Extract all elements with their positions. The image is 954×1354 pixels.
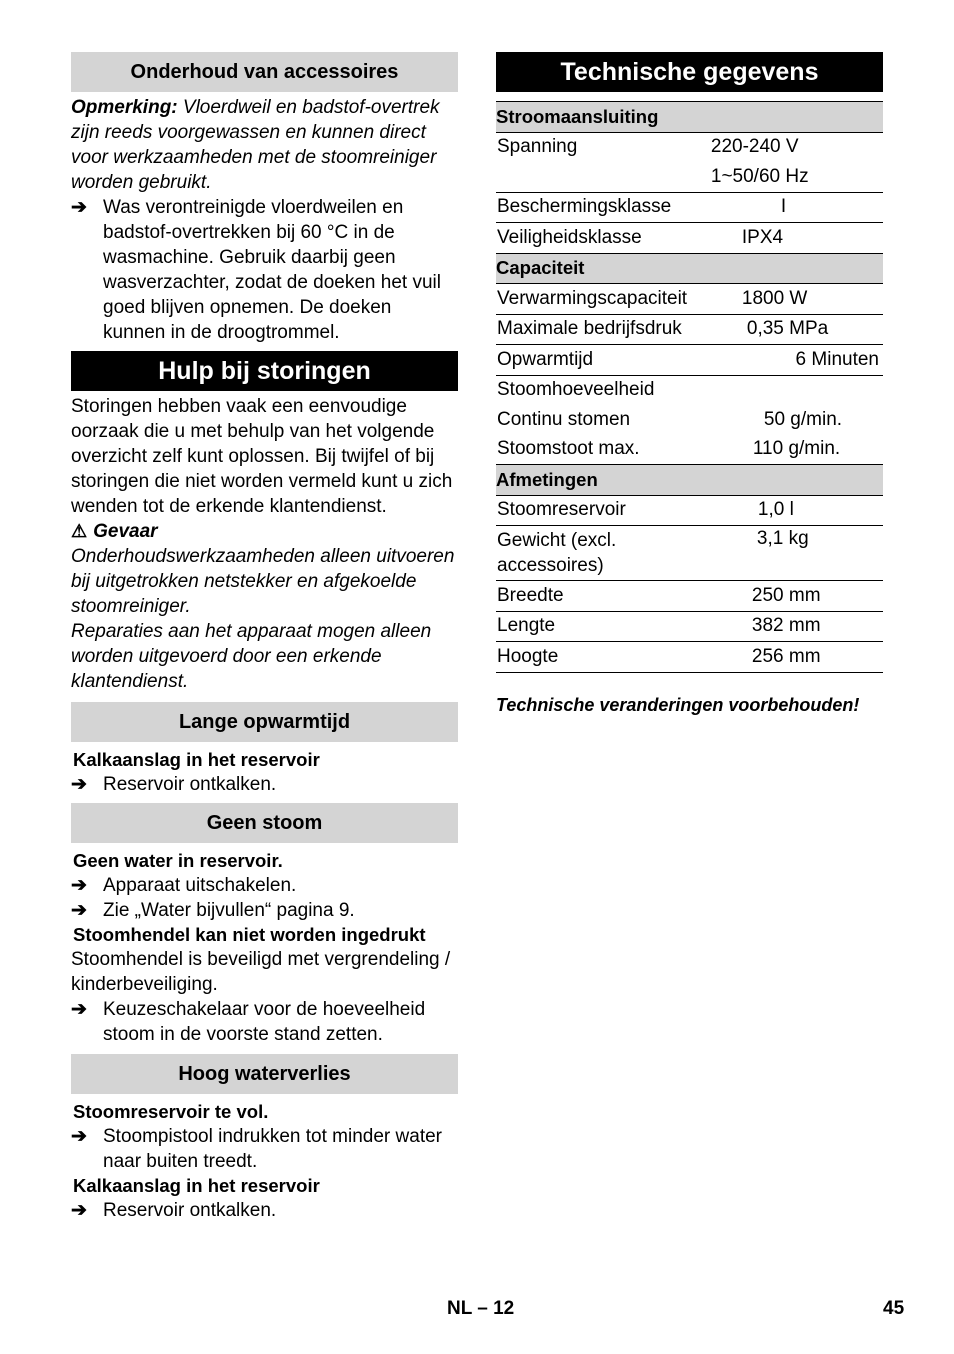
no-steam-step-2	[71, 898, 458, 923]
step-text: Stoompistool indrukken tot minder water naar buiten treedt.	[103, 1126, 442, 1172]
table-row: Opwarmtijd 6 Minuten	[496, 345, 883, 376]
step-text: Apparaat uitschakelen.	[103, 875, 297, 896]
section-heading-technical-data: Technische gegevens	[496, 52, 883, 92]
footer-section-label: NL – 12	[447, 1298, 515, 1319]
cause-heading: Geen water in reservoir.	[73, 850, 283, 871]
section-heading-long-heating: Lange opwarmtijd	[71, 702, 458, 742]
step-text: Keuzeschakelaar voor de hoeveelheid stoom in de voorste stand zetten.	[103, 999, 426, 1045]
table-row: Hoogte 256 mm	[496, 642, 883, 673]
section-heading-troubleshooting: Hulp bij storingen	[71, 351, 458, 391]
cause-heading: Kalkaanslag in het reservoir	[73, 749, 320, 770]
table-row: Spanning 220-240 V	[496, 132, 883, 162]
arrow-right-icon: ➔	[71, 1200, 87, 1221]
maintenance-note	[71, 95, 458, 195]
danger-text-1: Onderhoudswerkzaamheden alleen uitvoeren bij uitgetrokken netstekker en afgekoelde stoomreiniger.	[71, 546, 455, 617]
arrow-right-icon: ➔	[71, 1126, 87, 1147]
step-text: Reservoir ontkalken.	[103, 774, 277, 795]
no-steam-step-1	[71, 873, 458, 898]
section-heading-maintenance: Onderhoud van accessoires	[71, 52, 458, 92]
table-row: Beschermingsklasse I	[496, 192, 883, 223]
step-text: Was verontreinigde vloerdweilen en badstof-overtrekken bij 60 °C in de wasmachine. Gebruik daarbij geen wasverzachter, zodat de doeken het vuil goed blijven opnemen. De doeken kunnen in de droogtrommel.	[103, 197, 441, 343]
table-row: Stoomhoeveelheid	[496, 375, 883, 405]
table-row: 1~50/60 Hz	[710, 165, 809, 187]
table-row: Verwarmingscapaciteit 1800 W	[496, 284, 883, 315]
water-loss-step-1	[71, 1124, 458, 1174]
section-heading-water-loss: Hoog waterverlies	[71, 1054, 458, 1094]
warning-triangle-icon: ⚠	[71, 521, 88, 541]
table-group-row: Stroomaansluiting	[496, 102, 883, 133]
cause-text: Stoomhendel is beveiligd met vergrendeling / kinderbeveiliging.	[71, 949, 451, 995]
water-loss-step-2	[71, 1198, 458, 1223]
step-text: Zie „Water bijvullen“ pagina 9.	[103, 900, 355, 921]
note-label: Opmerking:	[71, 97, 178, 118]
table-row: Stoomstoot max. 110 g/min.	[497, 438, 841, 460]
danger-text-2: Reparaties aan het apparaat mogen alleen worden uitgevoerd door een erkende klantendienst.	[71, 621, 432, 692]
cause-heading: Stoomreservoir te vol.	[73, 1101, 269, 1122]
danger-label: Gevaar	[93, 521, 158, 542]
troubleshooting-intro: Storingen hebben vaak een eenvoudige oorzaak die u met behulp van het volgende overzicht zelf kunt oplossen. Bij twijfel of bij storingen die niet worden vermeld kunt u zich wenden tot de erkende klantendienst.	[71, 396, 453, 517]
technical-data-table	[496, 101, 883, 673]
table-group-row: Capaciteit	[496, 253, 883, 284]
danger-heading	[71, 519, 458, 544]
arrow-right-icon: ➔	[71, 875, 87, 896]
step-text: Reservoir ontkalken.	[103, 1200, 277, 1221]
table-row: Breedte 250 mm	[496, 581, 883, 612]
table-group-row: Afmetingen	[496, 465, 883, 496]
cause-heading: Stoomhendel kan niet worden ingedrukt	[73, 924, 426, 945]
cause-heading: Kalkaanslag in het reservoir	[73, 1175, 320, 1196]
table-row: Gewicht (excl. accessoires) 3,1 kg	[496, 526, 883, 581]
arrow-right-icon: ➔	[71, 900, 87, 921]
maintenance-step	[71, 195, 458, 345]
arrow-right-icon: ➔	[71, 999, 87, 1020]
technical-disclaimer: Technische veranderingen voorbehouden!	[496, 694, 860, 715]
table-row: Veiligheidsklasse IPX4	[496, 223, 883, 254]
table-row: Lengte 382 mm	[496, 611, 883, 642]
section-heading-no-steam: Geen stoom	[71, 803, 458, 843]
no-steam-step-3	[71, 997, 458, 1047]
footer-page-number: 45	[883, 1298, 905, 1319]
table-row: Stoomreservoir 1,0 l	[496, 495, 883, 526]
note-text: Vloerdweil en badstof-overtrek zijn reeds voorgewassen en kunnen direct voor werkzaamheden met de stoomreiniger worden gebruikt.	[71, 97, 440, 193]
table-row: Continu stomen 50 g/min.	[497, 408, 843, 430]
arrow-right-icon: ➔	[71, 774, 87, 795]
left-column	[71, 52, 458, 1223]
table-row: Maximale bedrijfsdruk 0,35 MPa	[496, 314, 883, 345]
long-heating-step	[71, 772, 458, 797]
arrow-right-icon: ➔	[71, 197, 87, 218]
right-column	[496, 52, 883, 718]
